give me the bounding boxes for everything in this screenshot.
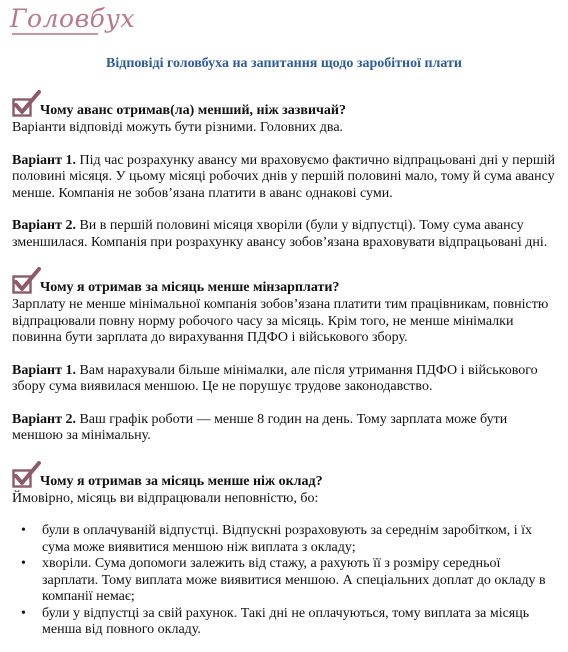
variant-text: Ваш графік роботи — менше 8 годин на день. Тому зарплата може бути меншою за мінімальну. bbox=[12, 411, 508, 443]
variant-paragraph bbox=[12, 363, 560, 396]
reasons-list bbox=[12, 523, 560, 639]
list-item: • були в оплачуваній відпустці. Відпускні розраховують за середнім заробітком, і їх сума може виявитися меншою ніж виплата з окладу; bbox=[12, 523, 560, 556]
variant-label: Варіант 1. bbox=[12, 152, 76, 168]
logo-underline bbox=[12, 33, 98, 35]
question-text: Чому я отримав за місяць менше ніж оклад? bbox=[40, 473, 323, 489]
section-intro: Варіанти відповіді можуть бути різними. Головних два. bbox=[12, 120, 344, 135]
variant-label: Варіант 2. bbox=[12, 411, 76, 427]
question-heading-1 bbox=[12, 90, 560, 120]
checkbox-check-icon bbox=[12, 267, 41, 294]
variant-text: Вам нарахували більше мінімалки, але після утримання ПДФО і військового збору сума виявилася меншою. Це не порушує трудове законодавство. bbox=[12, 362, 538, 394]
section-intro: Зарплату не менше мінімальної компанія зобов’язана платити тим працівникам, повністю відпрацювали повну норму робочого часу за місяць. Крім того, не менше мінімалки повинна бути зарплата до вирахування ПДФО і військового збору. bbox=[12, 297, 549, 345]
variant-paragraph bbox=[12, 153, 560, 203]
variant-paragraph bbox=[12, 218, 560, 251]
variant-label: Варіант 2. bbox=[12, 218, 76, 233]
question-text: Чому аванс отримав(ла) менший, ніж зазвичай? bbox=[40, 103, 346, 118]
checkbox-check-icon bbox=[12, 90, 41, 117]
list-item: • хворіли. Сума допомоги залежить від стажу, а рахують її з розміру середньої зарплати. Тому виплата може виявитися меншою. А спеціальних доплат до окладу в компанії немає; bbox=[12, 556, 560, 606]
variant-paragraph bbox=[12, 412, 560, 445]
checkbox-check-icon bbox=[12, 461, 41, 488]
variant-text: Під час розрахунку авансу ми враховуємо фактично відпрацьовані дні у першій половині місяця. У цьому місяці робочих днів у першій половині мало, тому й сума авансу менше. Компанія не зобов’язана платити в аванс однакові суми. bbox=[12, 152, 556, 201]
page-title: Відповіді головбуха на запитання щодо заробітної плати bbox=[106, 56, 462, 71]
variant-text: Ви в першій половині місяця хворіли (були у відпустці). Тому сума авансу зменшилася. Компанія при розрахунку авансу зобов’язана враховувати відпрацьовані дні. bbox=[12, 218, 548, 250]
content bbox=[12, 90, 560, 639]
logo: Головбух bbox=[10, 4, 135, 33]
list-item: • були у відпустці за свій рахунок. Такі дні не оплачуються, тому виплата за місяць менша від повного окладу. bbox=[12, 606, 560, 639]
question-heading-2 bbox=[12, 267, 560, 297]
question-text: Чому я отримав за місяць менше мінзарплати? bbox=[40, 280, 340, 295]
question-heading-3 bbox=[12, 461, 560, 491]
variant-label: Варіант 1. bbox=[12, 362, 76, 378]
section-intro: Ймовірно, місяць ви відпрацювали неповністю, бо: bbox=[12, 490, 319, 506]
